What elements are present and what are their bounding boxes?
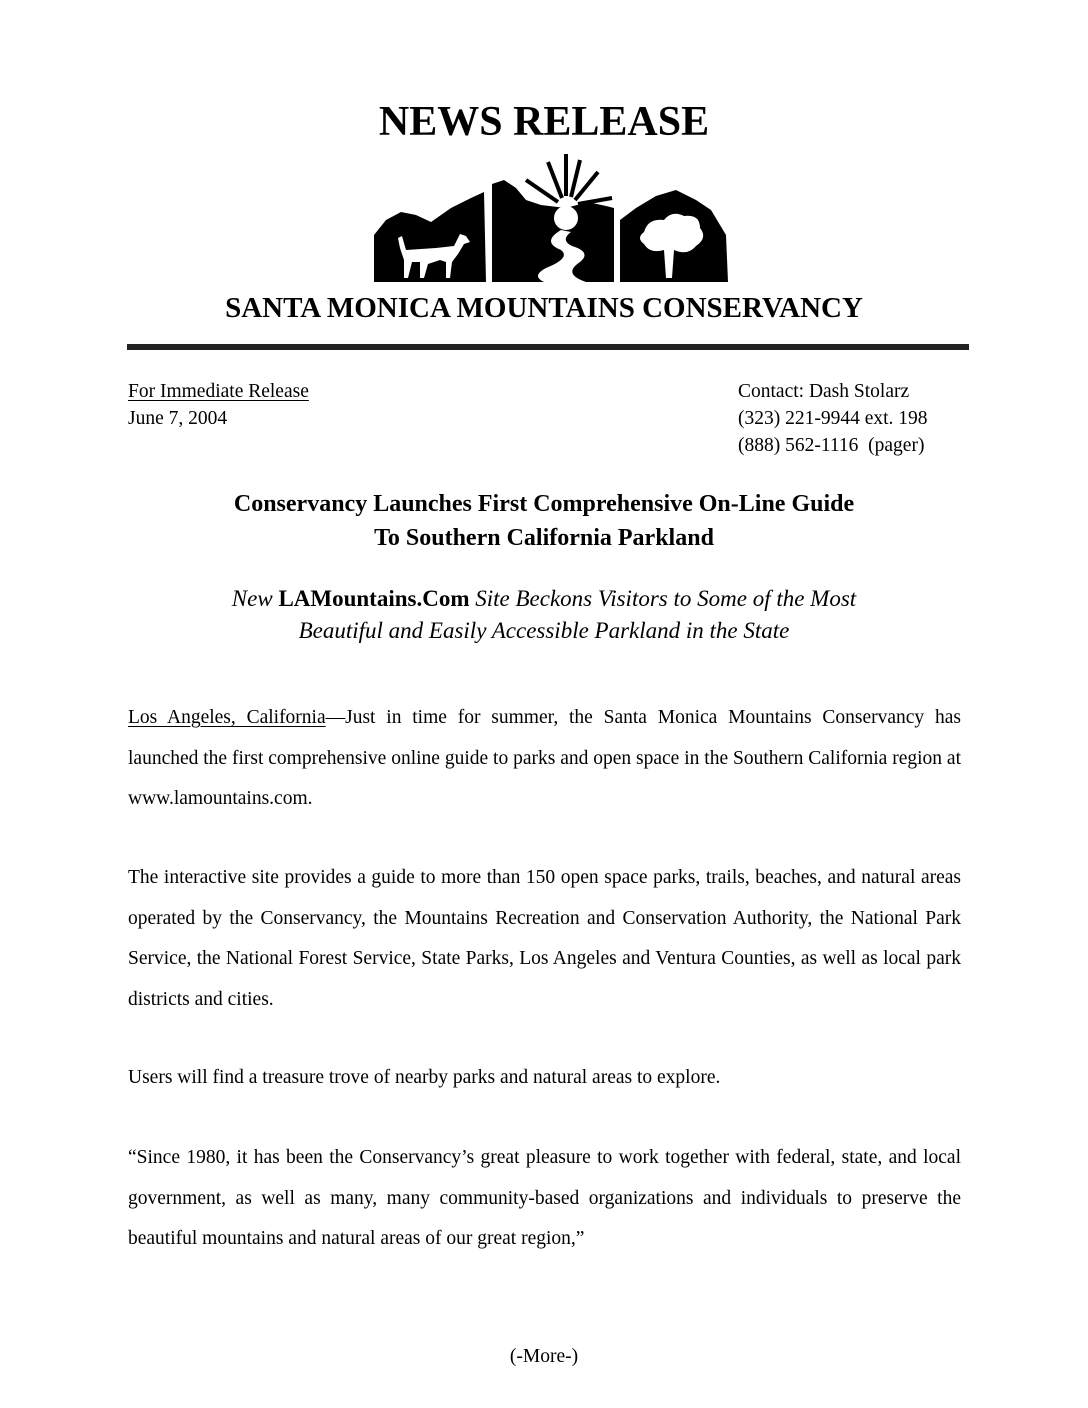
subheadline [0, 583, 1088, 647]
paragraph-1-text: —Just in time for summer, the Santa Monica Mountains Conservancy has launched the first comprehensive online guide to parks and open space in the Southern California region at www.lamountains.com. [128, 707, 961, 809]
page-title: NEWS RELEASE [378, 99, 710, 145]
headline-line-2: To Southern California Parkland [374, 525, 714, 551]
site-name: LAMountains.Com [278, 586, 470, 611]
release-label: For Immediate Release [128, 381, 309, 402]
body-paragraph-4: “Since 1980, it has been the Conservancy’s great pleasure to work together with federal, state, and local government, as well as many, many community-based organizations and individuals to preserve the beautiful mountains and natural areas of our great region,” [128, 1147, 961, 1249]
body-paragraph-2: The interactive site provides a guide to more than 150 open space parks, trails, beaches, and natural areas operated by the Conservancy, the Mountains Recreation and Conservation Authority, the National Park Service, the National Forest Service, State Parks, Los Angeles and Ventura Counties, as well as local park districts and cities. [128, 867, 961, 1010]
dateline: Los Angeles, California [128, 707, 326, 728]
contact-info [738, 378, 928, 459]
contact-phone: (323) 221-9944 ext. 198 [738, 408, 928, 429]
release-date: June 7, 2004 [128, 408, 228, 429]
organization-name: SANTA MONICA MOUNTAINS CONSERVANCY [225, 292, 863, 324]
body-paragraph-3: Users will find a treasure trove of nearby parks and natural areas to explore. [128, 1067, 721, 1088]
headline-line-1: Conservancy Launches First Comprehensive On-Line Guide [233, 491, 855, 517]
subhead-rest: Site Beckons Visitors to Some of the Most [469, 586, 857, 611]
headline [0, 487, 1088, 555]
subhead-line-1 [0, 583, 1088, 615]
subhead-prefix: New [231, 586, 279, 611]
contact-pager: (888) 562-1116 (pager) [738, 435, 925, 456]
body-paragraph-1 [128, 698, 961, 820]
release-info [128, 378, 309, 432]
contact-name: Contact: Dash Stolarz [738, 381, 910, 402]
more-indicator: (-More-) [509, 1346, 579, 1367]
mountains-deer-sun-river-tree-logo-icon [366, 150, 736, 282]
subhead-line-2: Beautiful and Easily Accessible Parkland in the State [298, 618, 790, 643]
header-divider [127, 344, 969, 350]
